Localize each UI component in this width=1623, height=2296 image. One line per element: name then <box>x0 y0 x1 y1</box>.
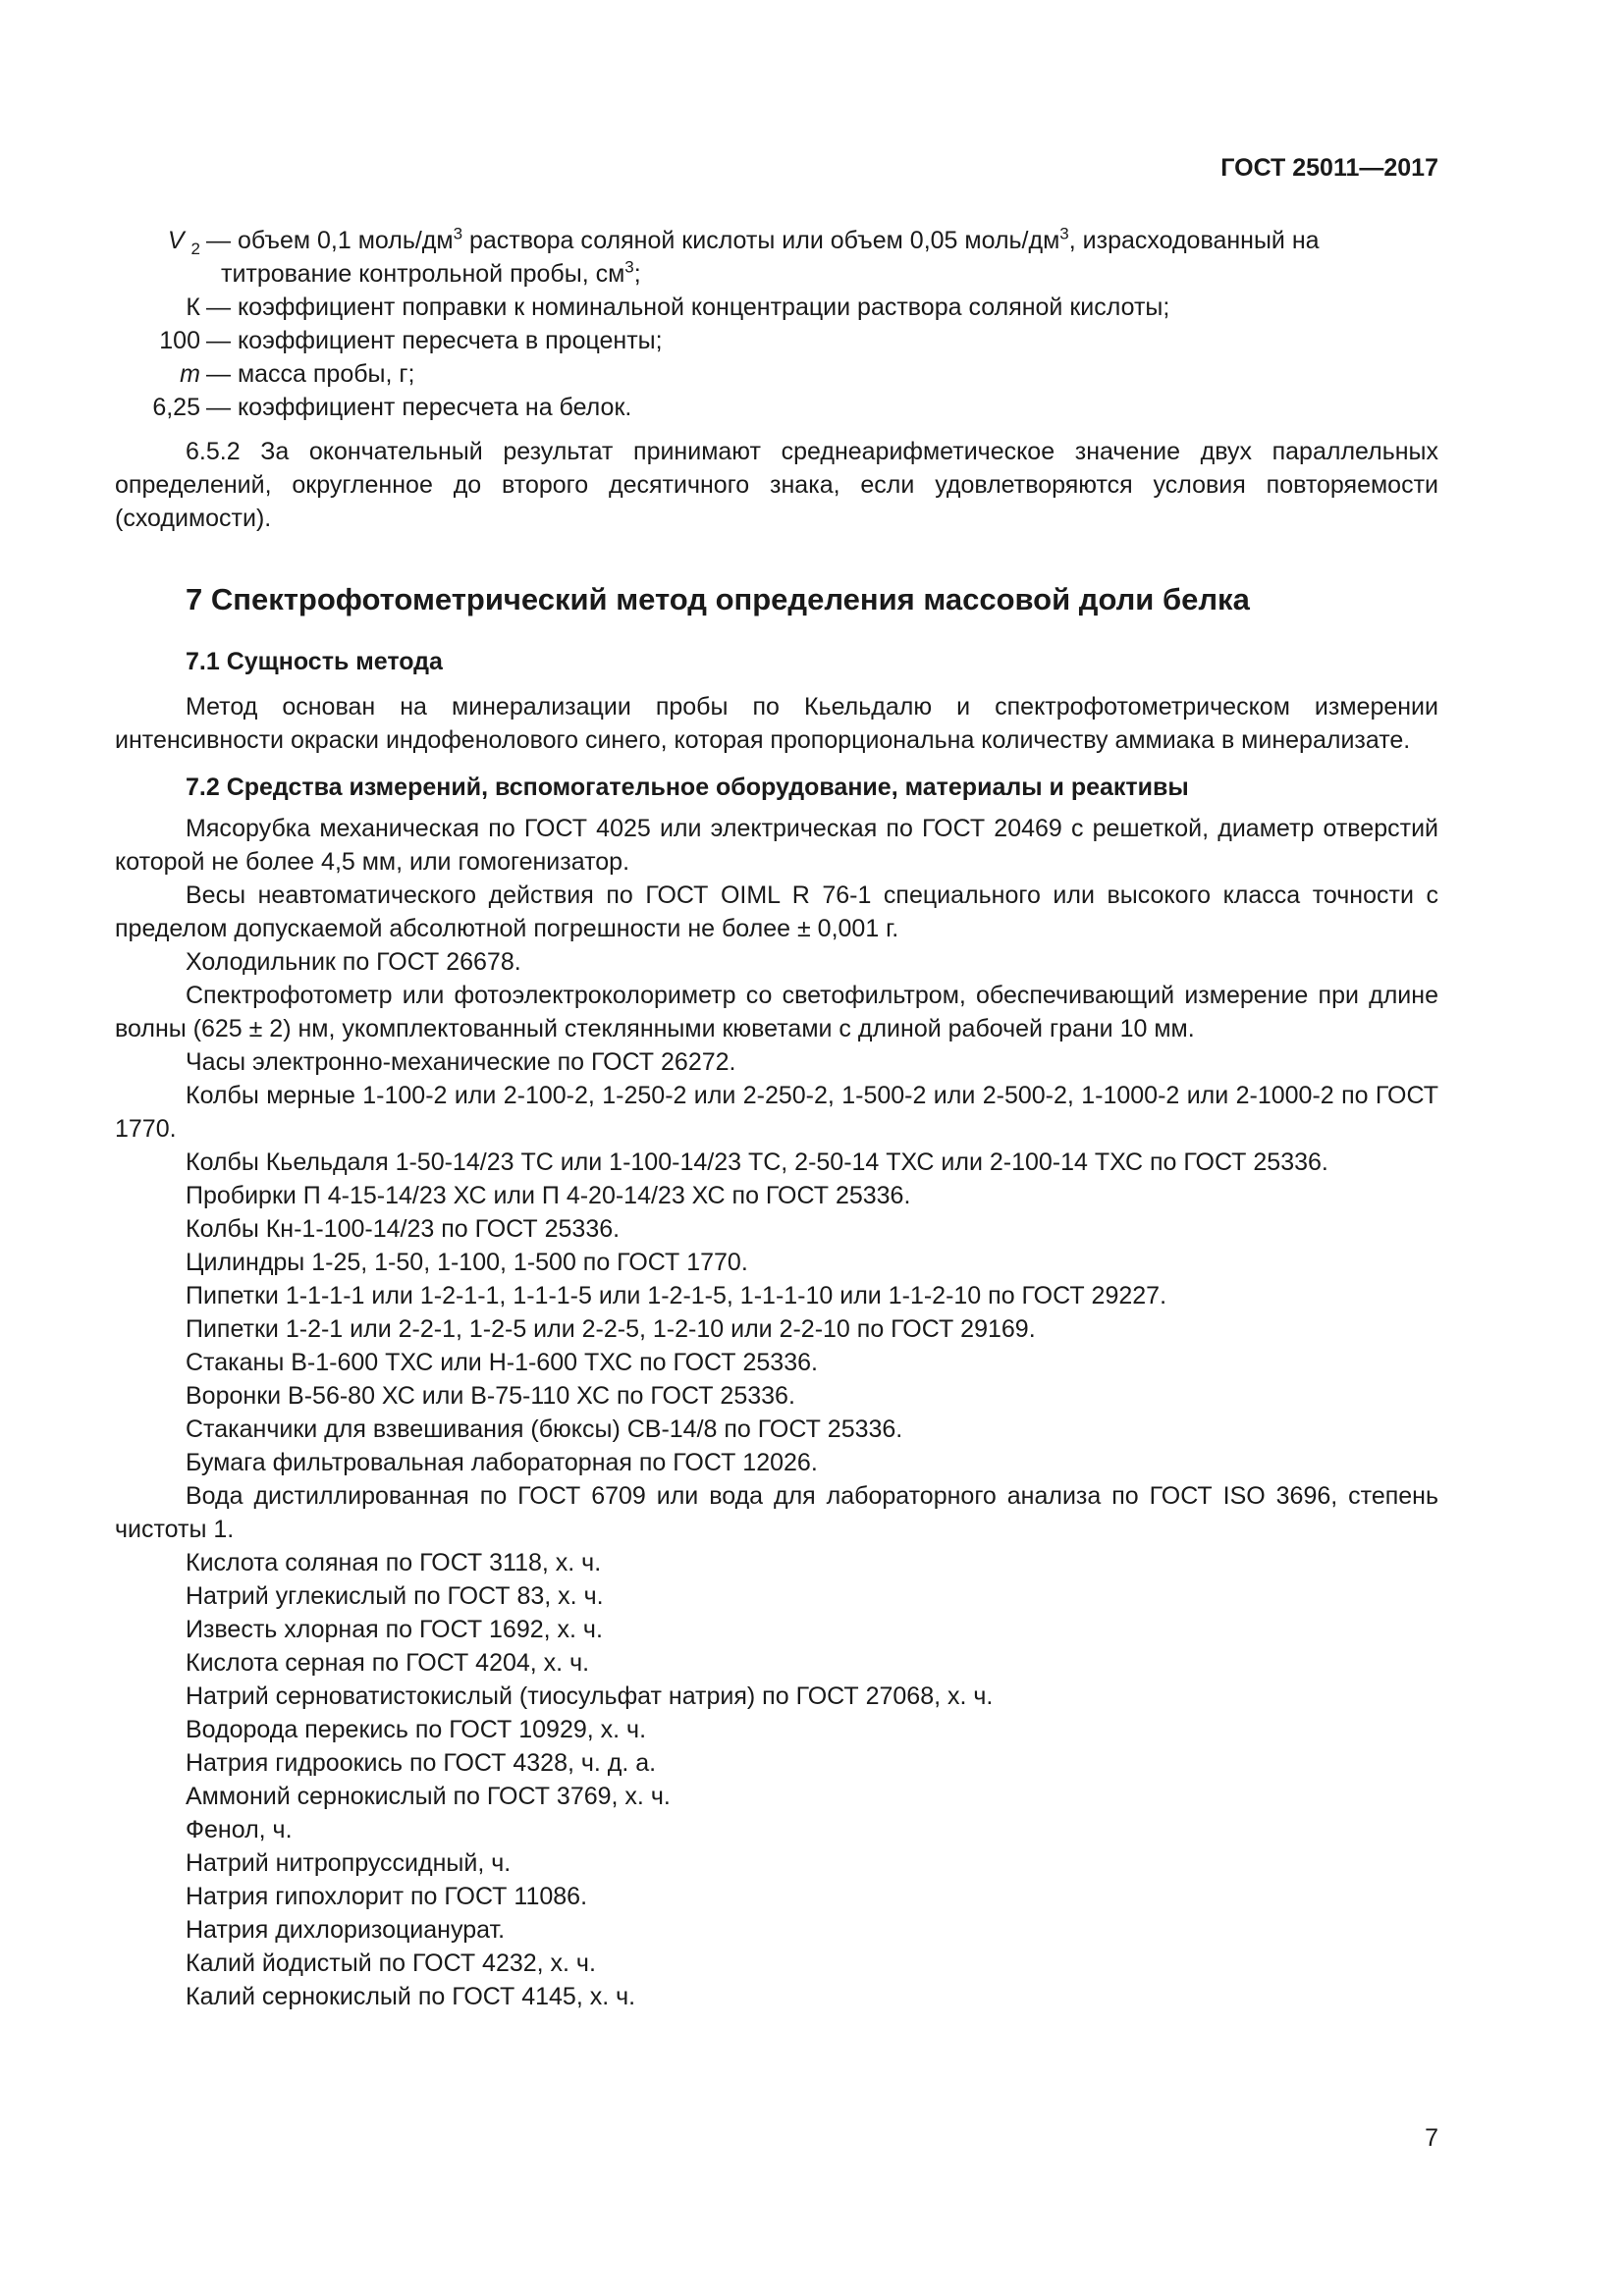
list-item: Стаканчики для взвешивания (бюксы) СВ-14/8 по ГОСТ 25336. <box>186 1415 903 1443</box>
list-item: Натрий углекислый по ГОСТ 83, х. ч. <box>186 1582 604 1610</box>
list-item: Воронки В-56-80 ХС или В-75-110 ХС по ГОСТ 25336. <box>186 1382 795 1410</box>
list-item: Холодильник по ГОСТ 26678. <box>186 948 521 976</box>
section-7-heading: 7 Спектрофотометрический метод определения массовой доли белка <box>186 582 1250 616</box>
list-item: Кислота соляная по ГОСТ 3118, х. ч. <box>186 1549 602 1576</box>
list-item: Натрий нитропруссидный, ч. <box>186 1849 512 1877</box>
list-item: Весы неавтоматического действия по ГОСТ OIML R 76-1 специального или высокого класса точности с пределом допускаемой абсолютной погрешности не более ± 0,001 г. <box>115 881 1438 942</box>
equipment-list <box>115 812 1438 2013</box>
page-number: 7 <box>1425 2124 1438 2152</box>
definition-continuation: титрование контрольной пробы, $см^3$; <box>221 257 641 288</box>
list-item: Колбы мерные 1-100-2 или 2-100-2, 1-250-2 или 2-250-2, 1-500-2 или 2-500-2, 1-1000-2 или 2-1000-2 по ГОСТ 1770. <box>115 1082 1438 1143</box>
list-item: Кислота серная по ГОСТ 4204, х. ч. <box>186 1649 590 1677</box>
definition-symbol: 6,25 <box>152 394 200 421</box>
list-item: Стаканы В-1-600 ТХС или Н-1-600 ТХС по ГОСТ 25336. <box>186 1349 818 1376</box>
list-item: Пипетки 1-2-1 или 2-2-1, 1-2-5 или 2-2-5, 1-2-10 или 2-2-10 по ГОСТ 29169. <box>186 1315 1036 1343</box>
definition-symbol: V <box>167 227 185 254</box>
list-item: Мясорубка механическая по ГОСТ 4025 или электрическая по ГОСТ 20469 с решеткой, диаметр отверстий которой не более 4,5 мм, или гомогенизатор. <box>115 815 1438 876</box>
list-item: Вода дистиллированная по ГОСТ 6709 или вода для лабораторного анализа по ГОСТ ISO 3696, степень чистоты 1. <box>115 1482 1438 1543</box>
paragraph-6-5-2: 6.5.2 За окончательный результат принимают среднеарифметическое значение двух параллельных определений, округленное до второго десятичного знака, если удовлетворяются условия повторяемости (сходимости). <box>115 438 1438 532</box>
list-item: Калий йодистый по ГОСТ 4232, х. ч. <box>186 1949 596 1977</box>
formula-definitions <box>115 224 1438 424</box>
section-7-1-text: Метод основан на минерализации пробы по Кьельдалю и спектрофотометрическом измерении интенсивности окраски индофенолового синего, которая пропорциональна количеству аммиака в минерализате. <box>115 693 1438 754</box>
definition-symbol: m <box>180 360 200 388</box>
list-item: Часы электронно-механические по ГОСТ 26272. <box>186 1048 736 1076</box>
definition-row: 100 — коэффициент пересчета в проценты; <box>115 324 1438 357</box>
list-item: Водорода перекись по ГОСТ 10929, х. ч. <box>186 1716 647 1743</box>
definition-row: V $_2$ — объем 0,1 моль/$дм^3$ раствора соляной кислоты или объем 0,05 моль/$дм^3$, израсходованный на <box>167 224 1320 258</box>
definition-row: К — коэффициент поправки к номинальной концентрации раствора соляной кислоты; <box>115 291 1438 324</box>
list-item: Натрия дихлоризоцианурат. <box>186 1916 506 1944</box>
list-item: Пипетки 1-1-1-1 или 1-2-1-1, 1-1-1-5 или 1-2-1-5, 1-1-1-10 или 1-1-2-10 по ГОСТ 29227. <box>186 1282 1167 1309</box>
list-item: Известь хлорная по ГОСТ 1692, х. ч. <box>186 1616 603 1643</box>
section-7-1-heading: 7.1 Сущность метода <box>186 648 443 675</box>
list-item: Бумага фильтровальная лабораторная по ГОСТ 12026. <box>186 1449 818 1476</box>
definition-row: 6,25 — коэффициент пересчета на белок. <box>115 391 1438 424</box>
list-item: Фенол, ч. <box>186 1816 293 1843</box>
list-item: Аммоний сернокислый по ГОСТ 3769, х. ч. <box>186 1783 671 1810</box>
definition-symbol: 100 <box>159 327 200 354</box>
list-item: Цилиндры 1-25, 1-50, 1-100, 1-500 по ГОСТ 1770. <box>186 1249 748 1276</box>
section-7-2-heading: 7.2 Средства измерений, вспомогательное оборудование, материалы и реактивы <box>186 774 1189 801</box>
list-item: Калий сернокислый по ГОСТ 4145, х. ч. <box>186 1983 636 2010</box>
list-item: Пробирки П 4-15-14/23 ХС или П 4-20-14/23 ХС по ГОСТ 25336. <box>186 1182 911 1209</box>
definition-row: m — масса пробы, г; <box>180 360 415 388</box>
document-header: ГОСТ 25011—2017 <box>1220 154 1438 182</box>
definition-symbol: К <box>186 294 200 321</box>
list-item: Натрий серноватистокислый (тиосульфат натрия) по ГОСТ 27068, х. ч. <box>186 1682 994 1710</box>
page-content <box>115 224 1438 2013</box>
list-item: Натрия гипохлорит по ГОСТ 11086. <box>186 1883 588 1910</box>
list-item: Спектрофотометр или фотоэлектроколориметр со светофильтром, обеспечивающий измерение при длине волны (625 ± 2) нм, укомплектованный стеклянными кюветами с длиной рабочей грани 10 мм. <box>115 982 1438 1042</box>
list-item: Колбы Кн-1-100-14/23 по ГОСТ 25336. <box>186 1215 621 1243</box>
list-item: Натрия гидроокись по ГОСТ 4328, ч. д. а. <box>186 1749 657 1777</box>
list-item: Колбы Кьельдаля 1-50-14/23 ТС или 1-100-14/23 ТС, 2-50-14 ТХС или 2-100-14 ТХС по ГОСТ 25336. <box>186 1148 1328 1176</box>
